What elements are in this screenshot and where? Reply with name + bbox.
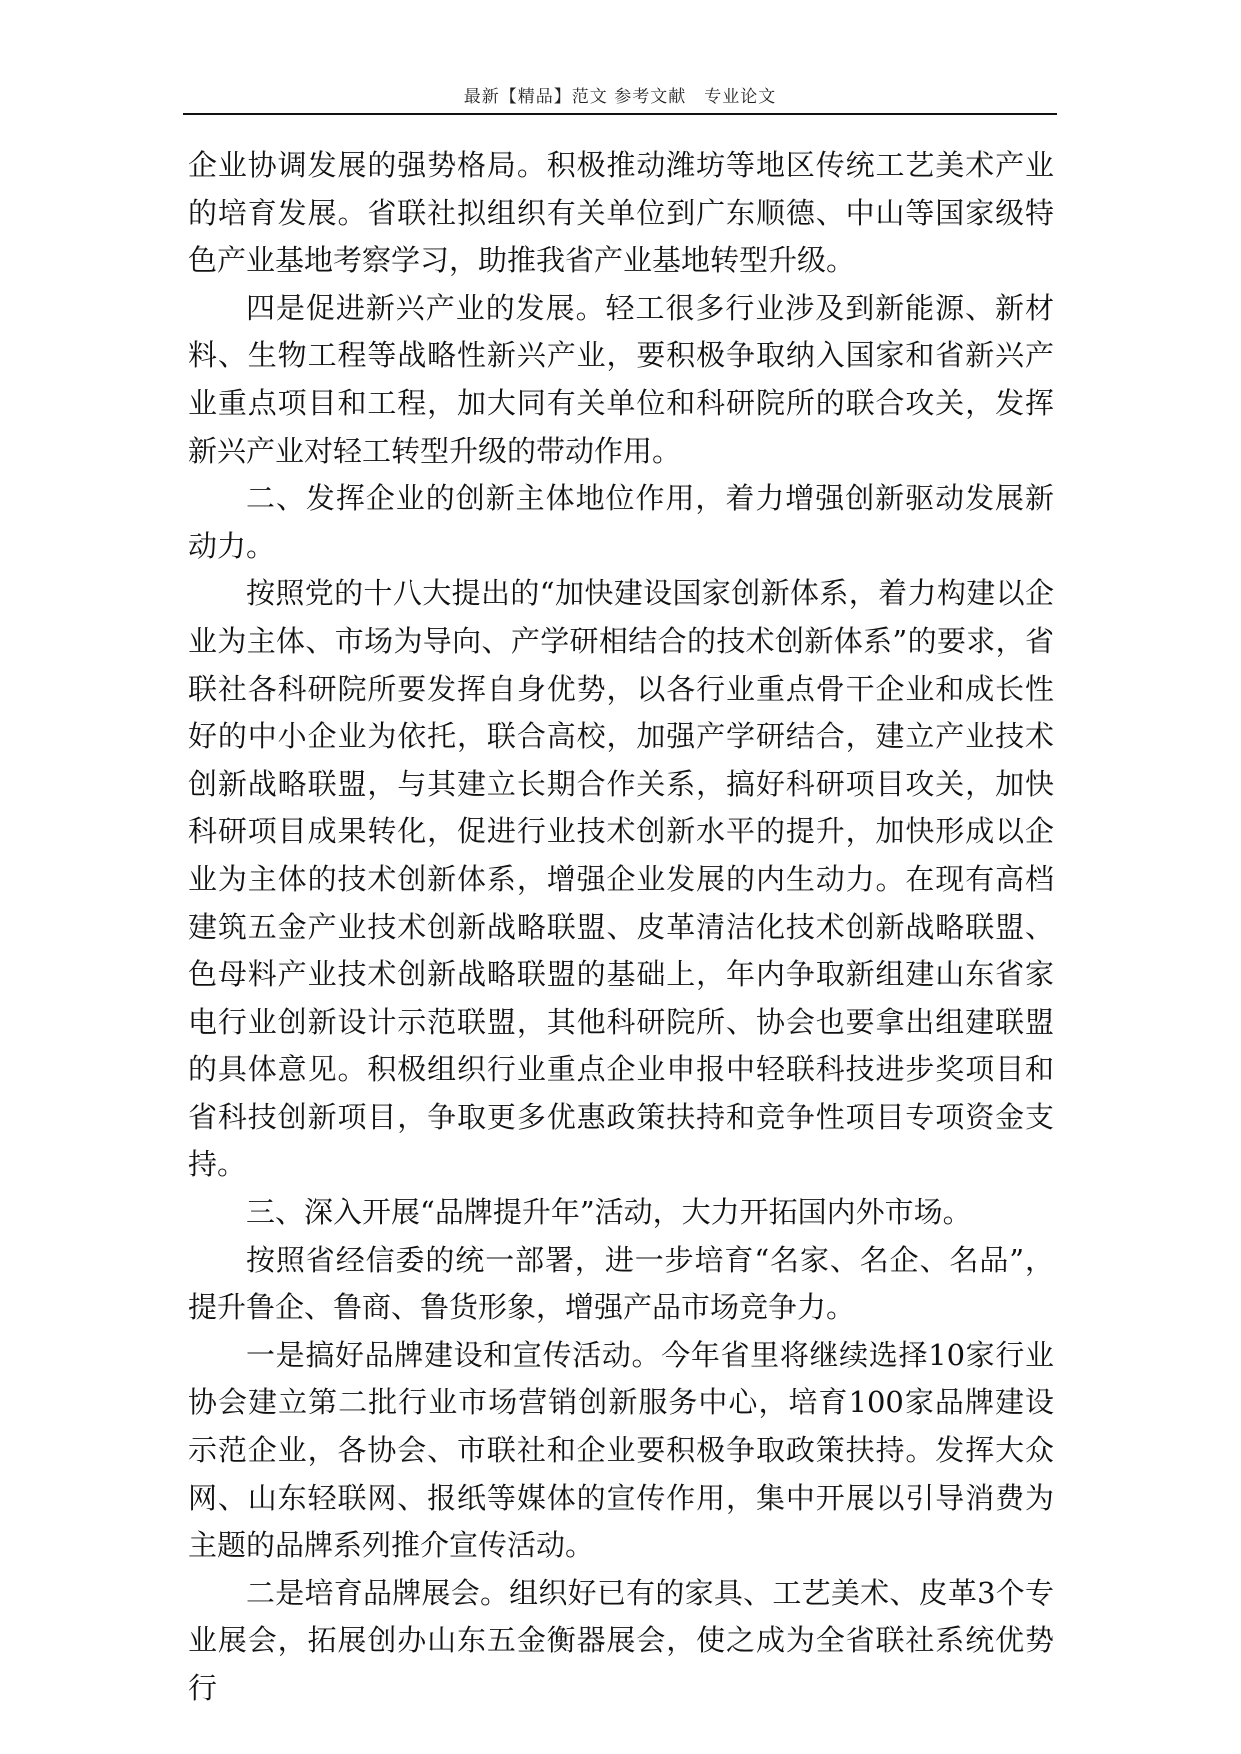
body-text	[188, 142, 1054, 1713]
paragraph: 按照省经信委的统一部署，进一步培育“名家、名企、名品”，提升鲁企、鲁商、鲁货形象，增强产品市场竞争力。	[188, 1242, 1054, 1325]
section-heading: 二、发挥企业的创新主体地位作用，着力增强创新驱动发展新动力。	[188, 481, 1054, 563]
running-header: 最新【精品】范文 参考文献 专业论文	[463, 87, 777, 107]
section-heading: 三、深入开展“品牌提升年”活动，大力开拓国内外市场。	[246, 1195, 972, 1230]
paragraph: 四是促进新兴产业的发展。轻工很多行业涉及到新能源、新材料、生物工程等战略性新兴产业，要积极争取纳入国家和省新兴产业重点项目和工程，加大同有关单位和科研院所的联合攻关，发挥新兴产业对轻工转型升级的带动作用。	[188, 290, 1054, 468]
header-divider	[183, 113, 1057, 115]
paragraph: 一是搞好品牌建设和宣传活动。今年省里将继续选择10家行业协会建立第二批行业市场营销创新服务中心，培育100家品牌建设示范企业，各协会、市联社和企业要积极争取政策扶持。发挥大众网、山东轻联网、报纸等媒体的宣传作用，集中开展以引导消费为主题的品牌系列推介宣传活动。	[188, 1337, 1054, 1563]
paragraph: 二是培育品牌展会。组织好已有的家具、工艺美术、皮革3个专业展会，拓展创办山东五金衡器展会，使之成为全省联社系统优势行	[188, 1575, 1054, 1705]
paragraph: 企业协调发展的强势格局。积极推动潍坊等地区传统工艺美术产业的培育发展。省联社拟组织有关单位到广东顺德、中山等国家级特色产业基地考察学习，助推我省产业基地转型升级。	[188, 148, 1054, 278]
paragraph: 按照党的十八大提出的“加快建设国家创新体系，着力构建以企业为主体、市场为导向、产学研相结合的技术创新体系”的要求，省联社各科研院所要发挥自身优势，以各行业重点骨干企业和成长性好的中小企业为依托，联合高校，加强产学研结合，建立产业技术创新战略联盟，与其建立长期合作关系，搞好科研项目攻关，加快科研项目成果转化，促进行业技术创新水平的提升，加快形成以企业为主体的技术创新体系，增强企业发展的内生动力。在现有高档建筑五金产业技术创新战略联盟、皮革清洁化技术创新战略联盟、色母料产业技术创新战略联盟的基础上，年内争取新组建山东省家电行业创新设计示范联盟，其他科研院所、协会也要拿出组建联盟的具体意见。积极组织行业重点企业申报中轻联科技进步奖项目和省科技创新项目，争取更多优惠政策扶持和竞争性项目专项资金支持。	[188, 576, 1054, 1182]
